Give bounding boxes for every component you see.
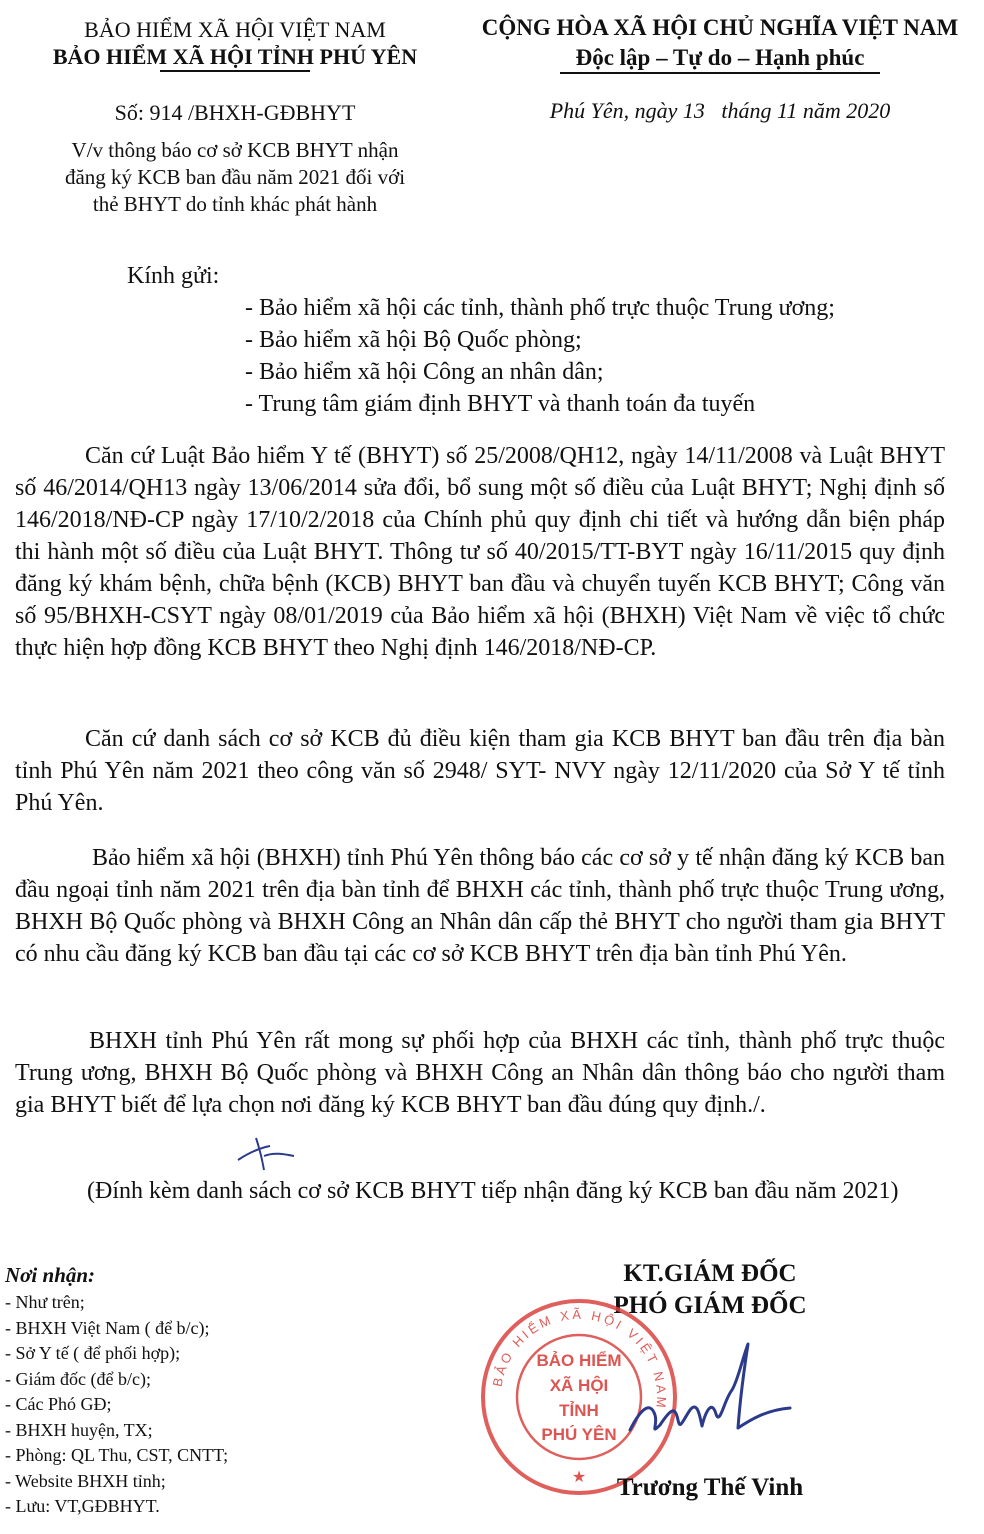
paragraph-text: Bảo hiểm xã hội (BHXH) tỉnh Phú Yên thông báo các cơ sở y tế nhận đăng ký KCB ban đầu ngoại tỉnh năm 2021 trên địa bàn tỉnh để BHXH các tỉnh, thành phố trực thuộc Trung ương, BHXH Bộ Quốc phòng và BHXH Công an Nhân dân cấp thẻ BHYT cho người tham gia BHYT có nhu cầu đăng ký KCB ban đầu tại các cơ sở KCB BHYT trên địa bàn tỉnh Phú Yên.	[15, 845, 945, 967]
country-name: CỘNG HÒA XÃ HỘI CHỦ NGHĨA VIỆT NAM	[481, 15, 959, 40]
svg-text:PHÚ YÊN: PHÚ YÊN	[541, 1425, 617, 1444]
signer-name-wrap	[560, 1474, 860, 1502]
national-header	[456, 14, 984, 124]
distribution-item: - Phòng: QL Thu, CST, CNTT;	[5, 1445, 229, 1465]
recipient-list	[245, 292, 835, 420]
paragraph-text: BHXH tỉnh Phú Yên rất mong sự phối hợp của BHXH các tỉnh, thành phố trực thuộc Trung ương, BHXH Bộ Quốc phòng và BHXH Công an Nhân dân thông báo cho người tham gia BHYT biết để lựa chọn nơi đăng ký KCB BHYT ban đầu đúng quy định./.	[15, 1028, 945, 1118]
agency-name: BẢO HIỂM XÃ HỘI VIỆT NAM	[84, 17, 386, 42]
distribution-item: - Sở Y tế ( để phối hợp);	[5, 1343, 181, 1363]
distribution-list	[5, 1263, 228, 1520]
svg-text:BẢO HIỂM: BẢO HIỂM	[536, 1351, 622, 1370]
body-paragraph	[15, 1025, 945, 1121]
subject-line: đăng ký KCB ban đầu năm 2021 đối với	[64, 165, 406, 189]
recipient-item: - Trung tâm giám định BHYT và thanh toán đa tuyến	[245, 391, 756, 417]
distribution-items	[5, 1290, 228, 1520]
distribution-item: - Website BHXH tỉnh;	[5, 1470, 166, 1491]
distribution-item: - Như trên;	[5, 1292, 85, 1312]
greeting: Kính gửi:	[127, 263, 220, 289]
distribution-item: - Giám đốc (để b/c);	[5, 1368, 151, 1389]
header-underline	[160, 70, 310, 72]
paragraph-text: Căn cứ danh sách cơ sở KCB đủ điều kiện tham gia KCB BHYT ban đầu trên địa bàn tỉnh Phú Yên năm 2021 theo công văn số 2948/ SYT- NVY ngày 12/11/2020 của Sở Y tế tỉnh Phú Yên.	[15, 726, 945, 816]
subject-line: thẻ BHYT do tỉnh khác phát hành	[92, 192, 378, 216]
recipient-item: - Bảo hiểm xã hội các tỉnh, thành phố trực thuộc Trung ương;	[245, 295, 835, 321]
signer-title-1: KT.GIÁM ĐỐC	[623, 1260, 797, 1287]
signer-name: Trương Thế Vinh	[616, 1474, 804, 1501]
national-motto: Độc lập – Tự do – Hạnh phúc	[575, 45, 865, 70]
sub-agency-name: BẢO HIỂM XÃ HỘI TỈNH PHÚ YÊN	[52, 44, 418, 69]
body-paragraph	[15, 842, 945, 970]
document-date: Phú Yên, ngày 13 tháng 11 năm 2020	[549, 98, 891, 123]
attachment-note	[15, 1175, 945, 1207]
handwritten-signature	[620, 1330, 800, 1470]
recipient-item: - Bảo hiểm xã hội Bộ Quốc phòng;	[245, 327, 582, 353]
initials-mark	[230, 1130, 300, 1175]
svg-text:BẢO HIỂM XÃ HỘI VIỆT NAM: BẢO HIỂM XÃ HỘI VIỆT NAM	[489, 1306, 670, 1412]
distribution-item: - BHXH huyện, TX;	[5, 1419, 153, 1440]
issuer-header	[0, 16, 470, 218]
distribution-title: Nơi nhận:	[5, 1263, 96, 1287]
paragraph-text: (Đính kèm danh sách cơ sở KCB BHYT tiếp nhận đăng ký KCB ban đầu năm 2021)	[87, 1178, 899, 1204]
distribution-item: - Các Phó GĐ;	[5, 1394, 112, 1414]
recipient-item: - Bảo hiểm xã hội Công an nhân dân;	[245, 359, 604, 385]
subject-line: V/v thông báo cơ sở KCB BHYT nhận	[71, 138, 399, 162]
document-subject	[0, 137, 470, 218]
svg-text:★: ★	[571, 1469, 587, 1486]
motto-underline	[560, 72, 880, 74]
document-number: Số: 914 /BHXH-GĐBHYT	[114, 100, 356, 125]
signer-title-2: PHÓ GIÁM ĐỐC	[613, 1292, 807, 1319]
body-paragraph	[15, 723, 945, 819]
svg-text:TỈNH: TỈNH	[559, 1401, 599, 1420]
paragraph-text: Căn cứ Luật Bảo hiểm Y tế (BHYT) số 25/2008/QH12, ngày 14/11/2008 và Luật BHYT số 46/2014/QH13 ngày 13/06/2014 sửa đổi, bổ sung một số điều của Luật BHYT; Nghị định số 146/2018/NĐ-CP ngày 17/10/2/2018 của Chính phủ quy định chi tiết và hướng dẫn biện pháp thi hành một số điều của Luật BHYT. Thông tư số 40/2015/TT-BYT ngày 16/11/2015 quy định đăng ký khám bệnh, chữa bệnh (KCB) BHYT ban đầu và chuyển tuyến KCB BHYT; Công văn số 95/BHXH-CSYT ngày 08/01/2019 của Bảo hiểm xã hội (BHXH) Việt Nam về việc tổ chức thực hiện hợp đồng KCB BHYT theo Nghị định 146/2018/NĐ-CP.	[15, 443, 945, 661]
distribution-item: - BHXH Việt Nam ( để b/c);	[5, 1317, 210, 1338]
svg-text:XÃ HỘI: XÃ HỘI	[549, 1376, 609, 1395]
distribution-item: - Lưu: VT,GĐBHYT.	[5, 1496, 160, 1516]
body-paragraph	[15, 440, 945, 664]
